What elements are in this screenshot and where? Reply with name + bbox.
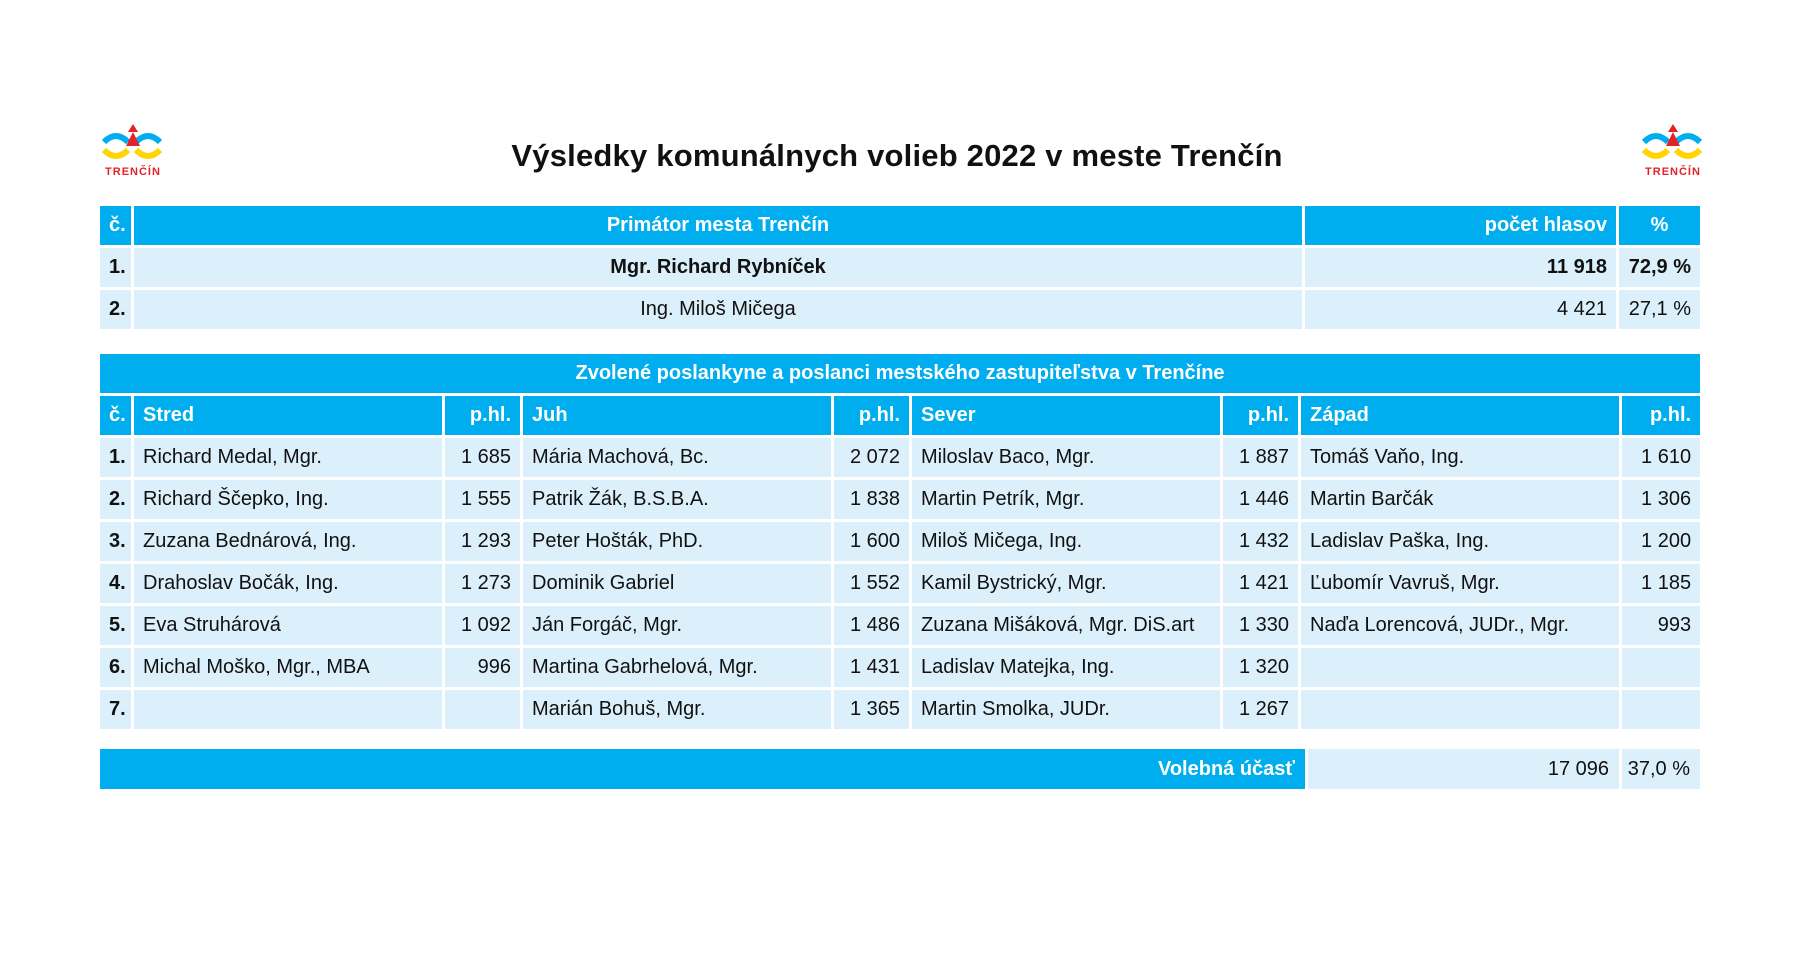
table-row xyxy=(100,290,1700,332)
turnout-row xyxy=(100,749,1700,789)
table-row xyxy=(100,480,1700,522)
table-row xyxy=(100,248,1700,290)
row-no: 4. xyxy=(100,564,134,606)
council-body xyxy=(100,438,1700,732)
row-no: 2. xyxy=(100,480,134,522)
council-member-votes xyxy=(1622,648,1700,690)
council-member-votes: 1 185 xyxy=(1622,564,1700,606)
turnout-votes: 17 096 xyxy=(1308,749,1619,789)
council-member-votes: 1 610 xyxy=(1622,438,1700,480)
council-member-name: Marián Bohuš, Mgr. xyxy=(523,690,834,732)
candidate-percent: 72,9 % xyxy=(1619,248,1700,290)
council-title: Zvolené poslankyne a poslanci mestského zastupiteľstva v Trenčíne xyxy=(100,354,1700,396)
turnout-label: Volebná účasť xyxy=(100,749,1305,789)
row-no: 7. xyxy=(100,690,134,732)
council-member-name: Kamil Bystrický, Mgr. xyxy=(912,564,1223,606)
council-member-name: Michal Moško, Mgr., MBA xyxy=(134,648,445,690)
table-row xyxy=(100,438,1700,480)
header-votes: p.hl. xyxy=(1622,396,1700,438)
council-member-name: Miloslav Baco, Mgr. xyxy=(912,438,1223,480)
council-member-votes: 1 273 xyxy=(445,564,523,606)
council-member-name xyxy=(134,690,445,732)
council-member-name: Naďa Lorencová, JUDr., Mgr. xyxy=(1301,606,1622,648)
council-member-votes: 1 200 xyxy=(1622,522,1700,564)
council-member-name: Ladislav Paška, Ing. xyxy=(1301,522,1622,564)
council-member-votes: 1 555 xyxy=(445,480,523,522)
council-member-votes: 1 432 xyxy=(1223,522,1301,564)
header-mayor: Primátor mesta Trenčín xyxy=(134,206,1305,248)
council-member-votes: 1 267 xyxy=(1223,690,1301,732)
council-member-name: Miloš Mičega, Ing. xyxy=(912,522,1223,564)
council-member-votes: 993 xyxy=(1622,606,1700,648)
candidate-name: Mgr. Richard Rybníček xyxy=(134,248,1305,290)
council-member-votes: 1 685 xyxy=(445,438,523,480)
council-member-votes: 1 486 xyxy=(834,606,912,648)
row-no: 2. xyxy=(100,290,134,332)
council-member-votes xyxy=(445,690,523,732)
mayor-header-row xyxy=(100,206,1700,248)
table-row xyxy=(100,606,1700,648)
council-member-votes: 1 421 xyxy=(1223,564,1301,606)
council-member-votes: 1 306 xyxy=(1622,480,1700,522)
council-member-votes: 1 330 xyxy=(1223,606,1301,648)
row-no: 1. xyxy=(100,248,134,290)
council-member-name: Zuzana Mišáková, Mgr. DiS.art xyxy=(912,606,1223,648)
council-member-votes: 2 072 xyxy=(834,438,912,480)
council-results-table xyxy=(100,354,1700,732)
header-votes: p.hl. xyxy=(445,396,523,438)
mayor-results-table xyxy=(100,206,1700,332)
council-member-name: Ladislav Matejka, Ing. xyxy=(912,648,1223,690)
council-member-votes xyxy=(1622,690,1700,732)
council-member-name xyxy=(1301,648,1622,690)
council-member-votes: 1 446 xyxy=(1223,480,1301,522)
header-percent: % xyxy=(1619,206,1700,248)
council-header-row xyxy=(100,396,1700,438)
row-no: 6. xyxy=(100,648,134,690)
council-member-name: Martin Barčák xyxy=(1301,480,1622,522)
council-member-votes: 1 552 xyxy=(834,564,912,606)
candidate-name: Ing. Miloš Mičega xyxy=(134,290,1305,332)
council-member-name: Ľubomír Vavruš, Mgr. xyxy=(1301,564,1622,606)
council-member-votes: 1 838 xyxy=(834,480,912,522)
council-member-name: Tomáš Vaňo, Ing. xyxy=(1301,438,1622,480)
council-member-votes: 1 293 xyxy=(445,522,523,564)
logo-text: TRENČÍN xyxy=(105,166,161,178)
candidate-votes: 4 421 xyxy=(1305,290,1619,332)
header-votes: p.hl. xyxy=(834,396,912,438)
council-member-name: Ján Forgáč, Mgr. xyxy=(523,606,834,648)
page-title: Výsledky komunálnych volieb 2022 v meste Trenčín xyxy=(511,138,1283,173)
logo-text: TRENČÍN xyxy=(1645,166,1701,178)
candidate-percent: 27,1 % xyxy=(1619,290,1700,332)
council-title-row xyxy=(100,354,1700,396)
council-member-name: Peter Hošták, PhD. xyxy=(523,522,834,564)
row-no: 1. xyxy=(100,438,134,480)
header-district-stred: Stred xyxy=(134,396,445,438)
header-no: č. xyxy=(100,206,134,248)
council-member-name: Richard Ščepko, Ing. xyxy=(134,480,445,522)
candidate-votes: 11 918 xyxy=(1305,248,1619,290)
council-member-name: Martin Smolka, JUDr. xyxy=(912,690,1223,732)
header-votes: počet hlasov xyxy=(1305,206,1619,248)
council-member-votes: 1 887 xyxy=(1223,438,1301,480)
row-no: 5. xyxy=(100,606,134,648)
council-member-name: Martin Petrík, Mgr. xyxy=(912,480,1223,522)
council-member-votes: 1 320 xyxy=(1223,648,1301,690)
council-member-name: Zuzana Bednárová, Ing. xyxy=(134,522,445,564)
council-member-name: Martina Gabrhelová, Mgr. xyxy=(523,648,834,690)
header-district-juh: Juh xyxy=(523,396,834,438)
council-member-name: Drahoslav Bočák, Ing. xyxy=(134,564,445,606)
council-member-name: Dominik Gabriel xyxy=(523,564,834,606)
council-member-name: Richard Medal, Mgr. xyxy=(134,438,445,480)
header-no: č. xyxy=(100,396,134,438)
council-member-name xyxy=(1301,690,1622,732)
council-member-name: Mária Machová, Bc. xyxy=(523,438,834,480)
header-district-zapad: Západ xyxy=(1301,396,1622,438)
council-member-votes: 996 xyxy=(445,648,523,690)
council-member-name: Eva Struhárová xyxy=(134,606,445,648)
table-row xyxy=(100,522,1700,564)
header-district-sever: Sever xyxy=(912,396,1223,438)
turnout-percent: 37,0 % xyxy=(1622,749,1700,789)
row-no: 3. xyxy=(100,522,134,564)
table-row xyxy=(100,564,1700,606)
council-member-votes: 1 600 xyxy=(834,522,912,564)
table-row xyxy=(100,690,1700,732)
council-member-votes: 1 092 xyxy=(445,606,523,648)
council-member-name: Patrik Žák, B.S.B.A. xyxy=(523,480,834,522)
table-row xyxy=(100,648,1700,690)
council-member-votes: 1 431 xyxy=(834,648,912,690)
header-votes: p.hl. xyxy=(1223,396,1301,438)
council-member-votes: 1 365 xyxy=(834,690,912,732)
